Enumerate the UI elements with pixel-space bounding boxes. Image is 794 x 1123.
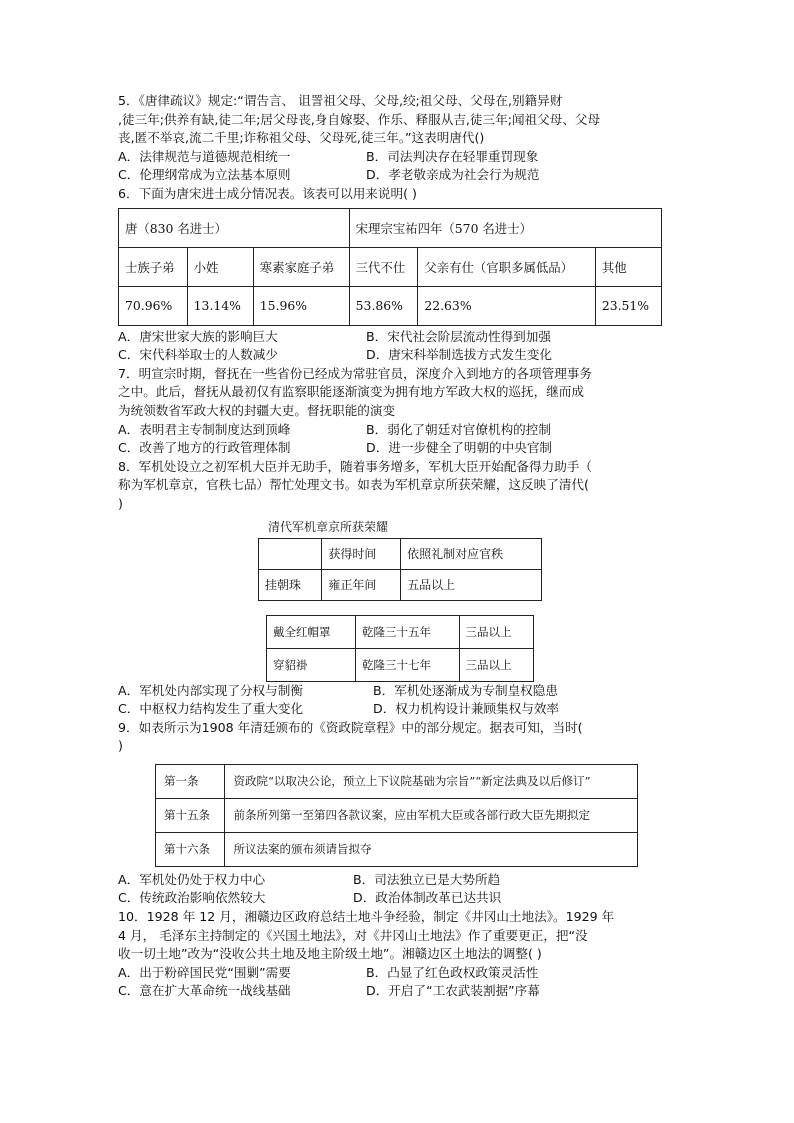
table-cell: 所议法案的颁布须请旨拟夺 (225, 832, 638, 866)
option-b[interactable]: B．弱化了朝廷对官僚机构的控制 (366, 421, 551, 437)
option-c[interactable]: C．意在扩大革命统一战线基础 (118, 983, 291, 999)
honors-table-continued (266, 615, 534, 682)
table-cell: 挂朝珠 (259, 569, 322, 600)
table-caption: 清代军机章京所获荣耀 (268, 519, 389, 534)
option-b[interactable]: B．凸显了红色政权政策灵活性 (366, 964, 539, 980)
exam-page (118, 92, 678, 1001)
option-b[interactable]: B．司法独立已是大势所趋 (353, 871, 501, 887)
question-7 (118, 365, 678, 458)
option-d[interactable]: D．权力机构设计兼顾集权与效率 (373, 701, 560, 717)
question-stem-line: 之中。此后，督抚从最初仅有监察职能逐渐演变为拥有地方军政大权的巡抚，继而成 (118, 384, 584, 400)
table-header-tang: 唐（830 名进士） (119, 208, 350, 247)
option-c[interactable]: C．中枢权力结构发生了重大变化 (118, 701, 304, 717)
question-stem-line: 7．明宣宗时期，督抚在一些省份已经成为常驻官员，深度介入到地方的各项管理事务 (118, 365, 592, 381)
charter-table (155, 764, 638, 867)
option-d[interactable]: D．政治体制改革已达共识 (353, 890, 502, 906)
option-b[interactable]: B．宋代社会阶层流动性得到加强 (366, 328, 551, 344)
option-c[interactable]: C．伦理纲常成为立法基本原则 (118, 167, 291, 183)
question-stem-line: 6．下面为唐宋进士成分情况表。该表可以用来说明( ) (118, 185, 417, 201)
option-d[interactable]: D．开启了“工农武装割据”序幕 (366, 983, 540, 999)
question-10 (118, 908, 678, 1001)
table-cell: 父亲有仕（官职多属低品） (418, 247, 595, 286)
option-c[interactable]: C．改善了地方的行政管理体制 (118, 440, 291, 456)
table-cell: 五品以上 (401, 569, 542, 600)
table-cell: 资政院“以取决公论，预立上下议院基础为宗旨”“新定法典及以后修订” (225, 764, 638, 798)
question-stem-line: 8．军机处设立之初军机大臣并无助手，随着事务增多，军机大臣开始配备得力助手（ (118, 458, 592, 474)
table-cell: 戴全红帽罩 (267, 615, 356, 648)
question-stem-line: 10．1928 年 12 月，湘赣边区政府总结土地斗争经验，制定《井冈山土地法》。1929 年 (118, 909, 615, 925)
table-cell: 22.63% (418, 286, 595, 325)
table-cell: 三品以上 (459, 648, 533, 681)
question-stem-line: 丧,匿不举哀,流二千里;诈称祖父母、父母死,徒三年。”这表明唐代() (118, 130, 485, 146)
jinshi-table (118, 208, 662, 326)
option-d[interactable]: D．唐宋科举制选拔方式发生变化 (366, 347, 553, 363)
table-cell: 第十五条 (156, 798, 225, 832)
option-a[interactable]: A．唐宋世家大族的影响巨大 (118, 328, 278, 344)
option-d[interactable]: D．进一步健全了明朝的中央官制 (366, 440, 553, 456)
honors-table (258, 538, 542, 601)
table-cell: 三代不仕 (349, 247, 418, 286)
table-cell: 乾隆三十七年 (356, 648, 460, 681)
table-cell: 13.14% (187, 286, 253, 325)
question-stem-line: ,徒三年;供养有缺,徒二年;居父母丧,身自嫁娶、作乐、释服从吉,徒三年;闻祖父母、父母 (118, 111, 601, 127)
question-8 (118, 458, 678, 719)
table-cell: 70.96% (119, 286, 188, 325)
question-stem-line: 9．如表所示为1908 年清廷颁布的《资政院章程》中的部分规定。据表可知，当时( (118, 719, 583, 735)
table-cell: 获得时间 (322, 538, 401, 569)
question-9 (118, 719, 678, 908)
option-a[interactable]: A．军机处内部实现了分权与制衡 (118, 682, 303, 698)
option-c[interactable]: C．宋代科举取士的人数减少 (118, 347, 278, 363)
option-a[interactable]: A．军机处仍处于权力中心 (118, 871, 266, 887)
question-stem-line: 收一切土地”改为“没收公共土地及地主阶级土地”。湘赣边区土地法的调整( ) (118, 946, 542, 962)
option-b[interactable]: B．司法判决存在轻罪重罚现象 (366, 148, 539, 164)
table-cell: 53.86% (349, 286, 418, 325)
question-stem-line: 称为军机章京，官秩七品）帮忙处理文书。如表为军机章京所获荣耀，这反映了清代( (118, 477, 589, 493)
table-cell: 乾隆三十五年 (356, 615, 460, 648)
option-d[interactable]: D．孝老敬亲成为社会行为规范 (366, 167, 540, 183)
table-cell: 前条所列第一至第四各款议案，应由军机大臣或各部行政大臣先期拟定 (225, 798, 638, 832)
question-stem-line: 4 月， 毛泽东主持制定的《兴国土地法》，对《井冈山土地法》作了重要更正，把“没 (118, 927, 588, 943)
option-a[interactable]: A．表明君主专制制度达到顶峰 (118, 421, 291, 437)
table-cell: 士族子弟 (119, 247, 188, 286)
table-cell: 寒素家庭子弟 (253, 247, 349, 286)
table-cell: 依照礼制对应官秩 (401, 538, 542, 569)
option-a[interactable]: A．法律规范与道德规范相统一 (118, 148, 291, 164)
table-cell: 23.51% (595, 286, 661, 325)
option-c[interactable]: C．传统政治影响依然较大 (118, 890, 266, 906)
table-cell (259, 538, 322, 569)
question-stem-line: 5．《唐律疏议》规定:“谓告言、 诅詈祖父母、父母,绞;祖父母、父母在,别籍异财 (118, 93, 563, 108)
table-cell: 三品以上 (459, 615, 533, 648)
option-a[interactable]: A．出于粉碎国民党“围剿”需要 (118, 964, 291, 980)
table-cell: 小姓 (187, 247, 253, 286)
table-cell: 雍正年间 (322, 569, 401, 600)
question-stem-line: ) (118, 495, 123, 511)
question-5 (118, 92, 678, 185)
table-header-song: 宋理宗宝祐四年（570 名进士） (349, 208, 661, 247)
question-6 (118, 185, 678, 365)
option-b[interactable]: B．军机处逐渐成为专制皇权隐患 (373, 682, 558, 698)
table-cell: 15.96% (253, 286, 349, 325)
table-cell: 第十六条 (156, 832, 225, 866)
question-stem-line: 为统领数省军政大权的封疆大吏。督抚职能的演变 (118, 402, 396, 418)
table-cell: 穿貂褂 (267, 648, 356, 681)
table-cell: 第一条 (156, 764, 225, 798)
table-cell: 其他 (595, 247, 661, 286)
question-stem-line: ) (118, 738, 123, 754)
